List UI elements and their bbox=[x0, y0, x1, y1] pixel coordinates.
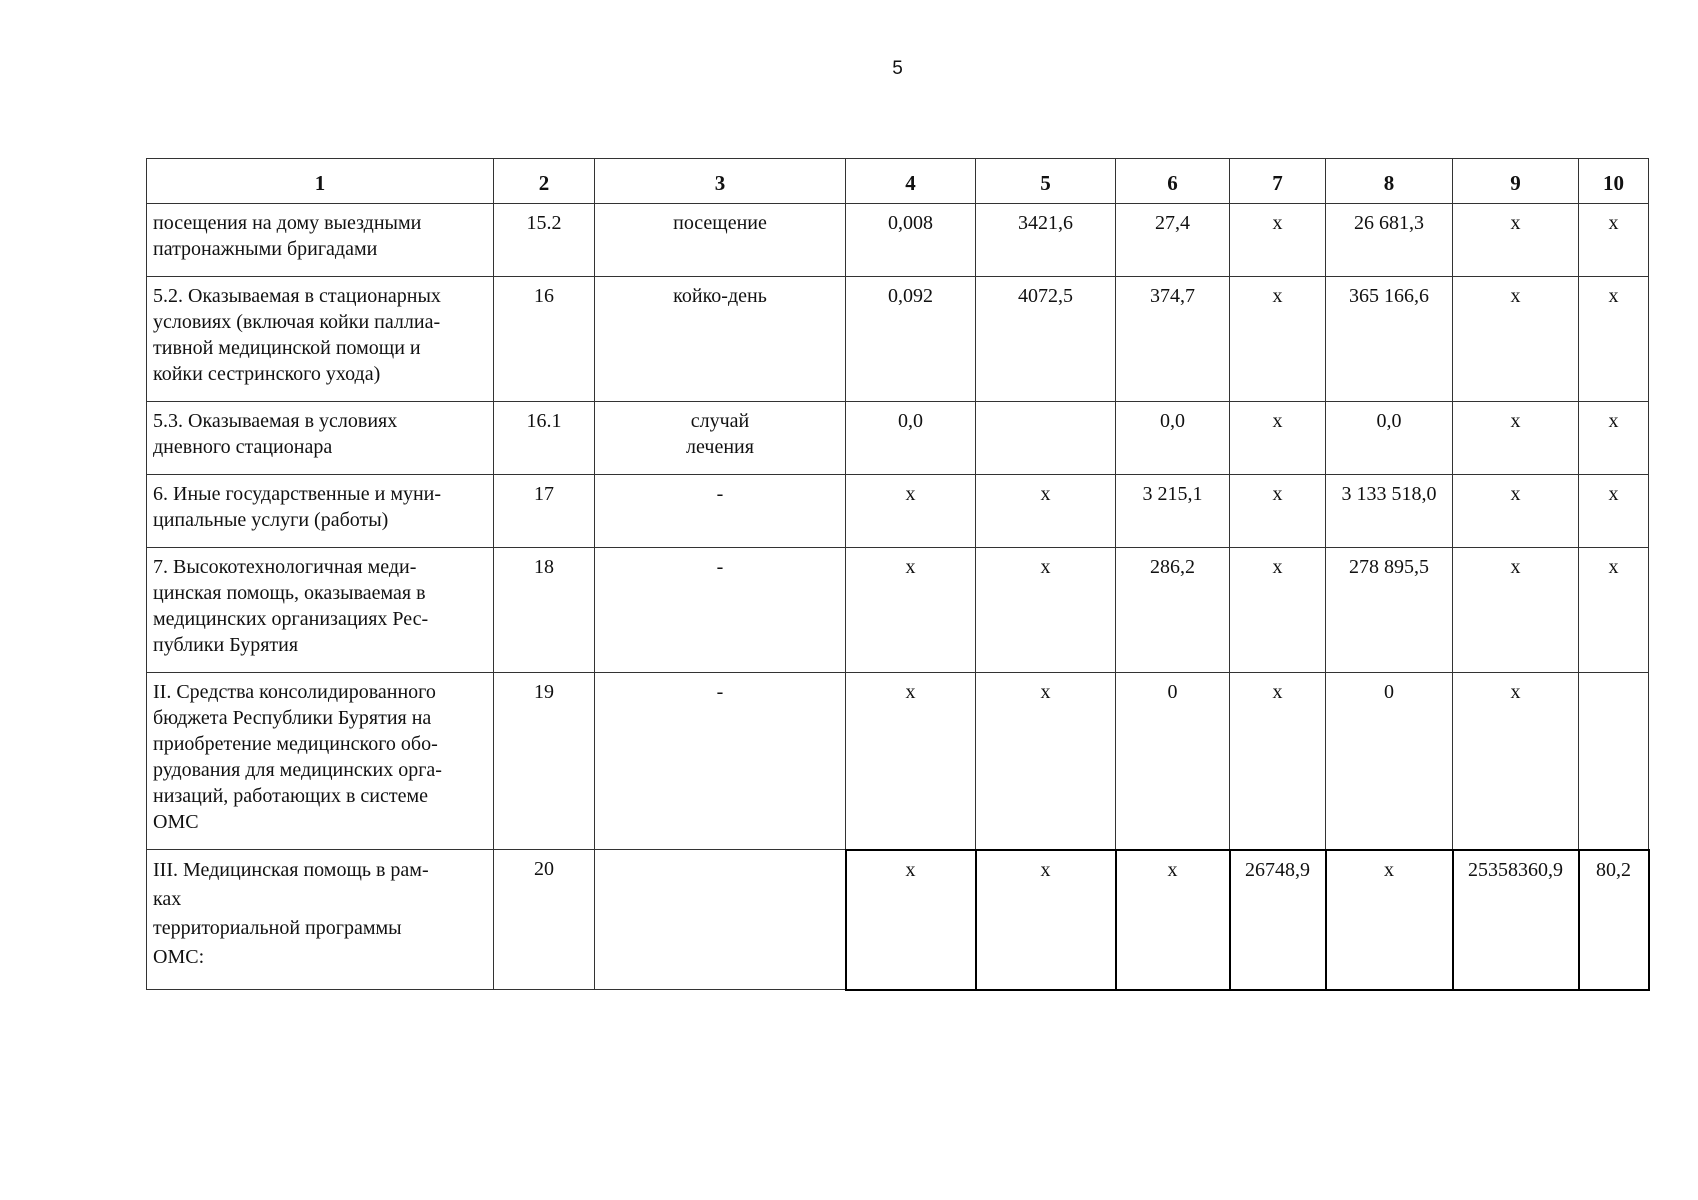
table-cell: - bbox=[595, 548, 846, 673]
table-cell: х bbox=[1579, 204, 1649, 277]
table-cell: х bbox=[846, 548, 976, 673]
table-cell: 3421,6 bbox=[976, 204, 1116, 277]
table-cell: х bbox=[1230, 673, 1326, 850]
table-cell: 16 bbox=[494, 277, 595, 402]
table-cell: 0,008 bbox=[846, 204, 976, 277]
table-cell: посещение bbox=[595, 204, 846, 277]
table-cell: - bbox=[595, 475, 846, 548]
table-cell: 286,2 bbox=[1116, 548, 1230, 673]
table-cell: III. Медицинская помощь в рам- ках территориальной программы ОМС: bbox=[147, 850, 494, 990]
table-cell: 4072,5 bbox=[976, 277, 1116, 402]
table-cell: 6. Иные государственные и муни- ципальные услуги (работы) bbox=[147, 475, 494, 548]
table-cell: х bbox=[976, 548, 1116, 673]
table-cell: х bbox=[976, 673, 1116, 850]
table-cell: х bbox=[1326, 850, 1453, 990]
table-cell: 15.2 bbox=[494, 204, 595, 277]
table-cell: х bbox=[1579, 475, 1649, 548]
table-cell: посещения на дому выездными патронажными бригадами bbox=[147, 204, 494, 277]
column-header: 6 bbox=[1116, 159, 1230, 204]
table-cell: х bbox=[976, 850, 1116, 990]
table-cell: 26 681,3 bbox=[1326, 204, 1453, 277]
table-cell: 5.3. Оказываемая в условиях дневного стационара bbox=[147, 402, 494, 475]
table-cell: случай лечения bbox=[595, 402, 846, 475]
column-header: 1 bbox=[147, 159, 494, 204]
table-cell: II. Средства консолидированного бюджета Республики Бурятия на приобретение медицинского обо- рудования для медицинских орга- низаций, работающих в системе ОМС bbox=[147, 673, 494, 850]
table-cell: х bbox=[1453, 277, 1579, 402]
table-cell: 3 133 518,0 bbox=[1326, 475, 1453, 548]
column-header: 4 bbox=[846, 159, 976, 204]
table-cell: 26748,9 bbox=[1230, 850, 1326, 990]
table-cell: 0,0 bbox=[846, 402, 976, 475]
table-row bbox=[147, 204, 1649, 277]
table-cell: 0,092 bbox=[846, 277, 976, 402]
table-cell: 80,2 bbox=[1579, 850, 1649, 990]
column-header: 9 bbox=[1453, 159, 1579, 204]
table-cell: х bbox=[1453, 673, 1579, 850]
table-cell: - bbox=[595, 673, 846, 850]
data-table bbox=[146, 158, 1650, 991]
table-cell: 0 bbox=[1116, 673, 1230, 850]
table-cell: х bbox=[1230, 277, 1326, 402]
table-cell: х bbox=[1230, 548, 1326, 673]
table-cell: х bbox=[846, 475, 976, 548]
table-row bbox=[147, 277, 1649, 402]
column-header: 10 bbox=[1579, 159, 1649, 204]
table-cell: х bbox=[1453, 402, 1579, 475]
table-cell bbox=[595, 850, 846, 990]
table-cell: 0,0 bbox=[1326, 402, 1453, 475]
table-cell: х bbox=[1453, 204, 1579, 277]
table-cell: 3 215,1 bbox=[1116, 475, 1230, 548]
table-cell: х bbox=[1230, 475, 1326, 548]
table-cell: х bbox=[846, 850, 976, 990]
table-cell: койко-день bbox=[595, 277, 846, 402]
table-cell: 18 bbox=[494, 548, 595, 673]
table-cell: 17 bbox=[494, 475, 595, 548]
table-cell: х bbox=[1453, 548, 1579, 673]
column-header: 3 bbox=[595, 159, 846, 204]
table-cell: х bbox=[846, 673, 976, 850]
table-row bbox=[147, 402, 1649, 475]
table-cell: х bbox=[1579, 402, 1649, 475]
table-cell: х bbox=[1230, 204, 1326, 277]
table-cell: х bbox=[1579, 277, 1649, 402]
table-row bbox=[147, 673, 1649, 850]
table-cell: х bbox=[1453, 475, 1579, 548]
table-cell: 7. Высокотехнологичная меди- цинская помощь, оказываемая в медицинских организациях Рес- публики Бурятия bbox=[147, 548, 494, 673]
table-row bbox=[147, 548, 1649, 673]
table-cell bbox=[1579, 673, 1649, 850]
table-cell: 0 bbox=[1326, 673, 1453, 850]
column-header: 5 bbox=[976, 159, 1116, 204]
page-number: 5 bbox=[892, 58, 903, 79]
table-cell: 278 895,5 bbox=[1326, 548, 1453, 673]
column-header: 7 bbox=[1230, 159, 1326, 204]
column-header: 2 bbox=[494, 159, 595, 204]
table-row bbox=[147, 850, 1649, 990]
table-cell: х bbox=[976, 475, 1116, 548]
table-cell: 25358360,9 bbox=[1453, 850, 1579, 990]
table-cell: 365 166,6 bbox=[1326, 277, 1453, 402]
column-header: 8 bbox=[1326, 159, 1453, 204]
table-cell: 5.2. Оказываемая в стационарных условиях (включая койки паллиа- тивной медицинской помощи и койки сестринского ухода) bbox=[147, 277, 494, 402]
table-cell: 0,0 bbox=[1116, 402, 1230, 475]
table-row bbox=[147, 475, 1649, 548]
table-cell bbox=[976, 402, 1116, 475]
table-cell: 19 bbox=[494, 673, 595, 850]
table-header-row bbox=[147, 159, 1649, 204]
table-cell: 20 bbox=[494, 850, 595, 990]
table-cell: х bbox=[1579, 548, 1649, 673]
table-cell: х bbox=[1230, 402, 1326, 475]
table-cell: 16.1 bbox=[494, 402, 595, 475]
table-cell: 374,7 bbox=[1116, 277, 1230, 402]
table-cell: х bbox=[1116, 850, 1230, 990]
table-cell: 27,4 bbox=[1116, 204, 1230, 277]
